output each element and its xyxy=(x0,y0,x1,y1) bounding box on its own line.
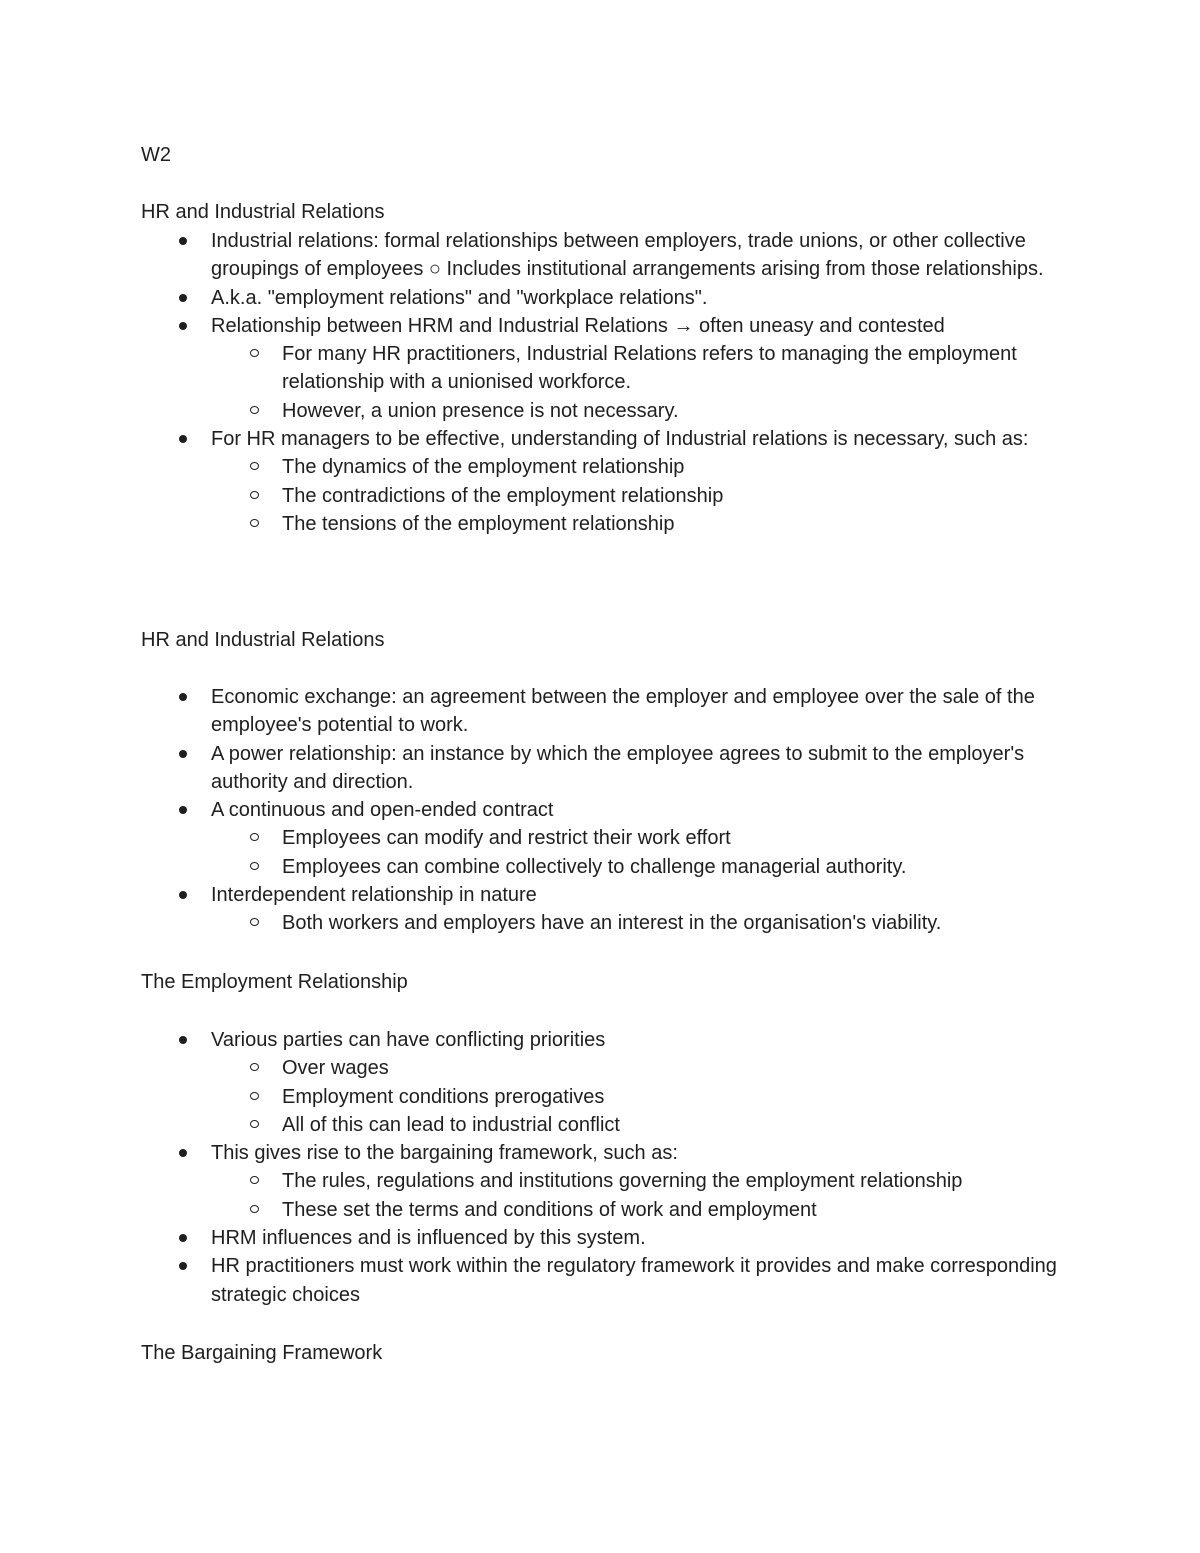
bullet-dot-icon xyxy=(179,322,187,330)
bullet-dot-icon xyxy=(179,891,187,899)
list-item: HRM influences and is influenced by this system. xyxy=(0,1224,1061,1252)
list-subitem: Employees can combine collectively to challenge managerial authority. xyxy=(0,853,1062,881)
bullet-dot-icon xyxy=(179,435,187,443)
list-item: This gives rise to the bargaining framework, such as: xyxy=(0,1139,1061,1167)
list-subitem: All of this can lead to industrial conflict xyxy=(0,1111,1062,1139)
section-heading: The Bargaining Framework xyxy=(141,1342,383,1364)
bullet-ring-icon xyxy=(250,1205,259,1213)
list-subitem: Both workers and employers have an interest in the organisation's viability. xyxy=(0,909,1062,937)
bullet-dot-icon xyxy=(179,1036,187,1044)
list-subitem: The contradictions of the employment relationship xyxy=(0,482,1062,510)
bullet-dot-icon xyxy=(179,1149,187,1157)
list-subitem: The rules, regulations and institutions governing the employment relationship xyxy=(0,1167,1062,1195)
section-heading: HR and Industrial Relations xyxy=(141,201,385,223)
bullet-list xyxy=(0,227,1062,538)
bullet-ring-icon xyxy=(250,918,259,926)
list-subitem: Over wages xyxy=(0,1054,1062,1082)
list-subitem: The dynamics of the employment relationship xyxy=(0,453,1062,481)
list-subitem: Employment conditions prerogatives xyxy=(0,1083,1062,1111)
section-heading: HR and Industrial Relations xyxy=(141,629,385,651)
list-item: For HR managers to be effective, understanding of Industrial relations is necessary, such as: xyxy=(0,425,1061,453)
bullet-list xyxy=(0,683,1062,938)
bullet-ring-icon xyxy=(250,833,259,841)
bullet-ring-icon xyxy=(250,862,259,870)
list-item: Economic exchange: an agreement between the employer and employee over the sale of the employee's potential to work. xyxy=(0,683,1061,740)
bullet-dot-icon xyxy=(179,1262,187,1270)
bullet-list xyxy=(0,1026,1062,1309)
bullet-ring-icon xyxy=(250,519,259,527)
list-item: A power relationship: an instance by which the employee agrees to submit to the employer's authority and direction. xyxy=(0,740,1061,797)
list-item: A.k.a. "employment relations" and "workplace relations". xyxy=(0,284,1061,312)
list-item: Various parties can have conflicting priorities xyxy=(0,1026,1061,1054)
list-item: A continuous and open-ended contract xyxy=(0,796,1061,824)
bullet-ring-icon xyxy=(250,1092,259,1100)
list-item: Relationship between HRM and Industrial Relations → often uneasy and contested xyxy=(0,312,1061,340)
bullet-ring-icon xyxy=(250,1176,259,1184)
list-subitem: The tensions of the employment relationship xyxy=(0,510,1062,538)
list-subitem: These set the terms and conditions of work and employment xyxy=(0,1196,1062,1224)
bullet-ring-icon xyxy=(250,462,259,470)
bullet-dot-icon xyxy=(179,1234,187,1242)
list-subitem: Employees can modify and restrict their work effort xyxy=(0,824,1062,852)
list-subitem: For many HR practitioners, Industrial Relations refers to managing the employment relationship with a unionised workforce. xyxy=(0,340,1062,397)
bullet-dot-icon xyxy=(179,237,187,245)
list-item: Industrial relations: formal relationships between employers, trade unions, or other collective groupings of employees ○ Includes institutional arrangements arising from those relationships. xyxy=(0,227,1061,284)
bullet-ring-icon xyxy=(250,1063,259,1071)
bullet-ring-icon xyxy=(250,406,259,414)
document-title: W2 xyxy=(141,144,171,166)
bullet-dot-icon xyxy=(179,294,187,302)
bullet-ring-icon xyxy=(250,1120,259,1128)
list-item: Interdependent relationship in nature xyxy=(0,881,1061,909)
bullet-dot-icon xyxy=(179,806,187,814)
bullet-dot-icon xyxy=(179,693,187,701)
list-item: HR practitioners must work within the regulatory framework it provides and make corresponding strategic choices xyxy=(0,1252,1061,1309)
bullet-ring-icon xyxy=(250,491,259,499)
list-subitem: However, a union presence is not necessary. xyxy=(0,397,1062,425)
bullet-dot-icon xyxy=(179,750,187,758)
bullet-ring-icon xyxy=(250,349,259,357)
section-heading: The Employment Relationship xyxy=(141,971,408,993)
